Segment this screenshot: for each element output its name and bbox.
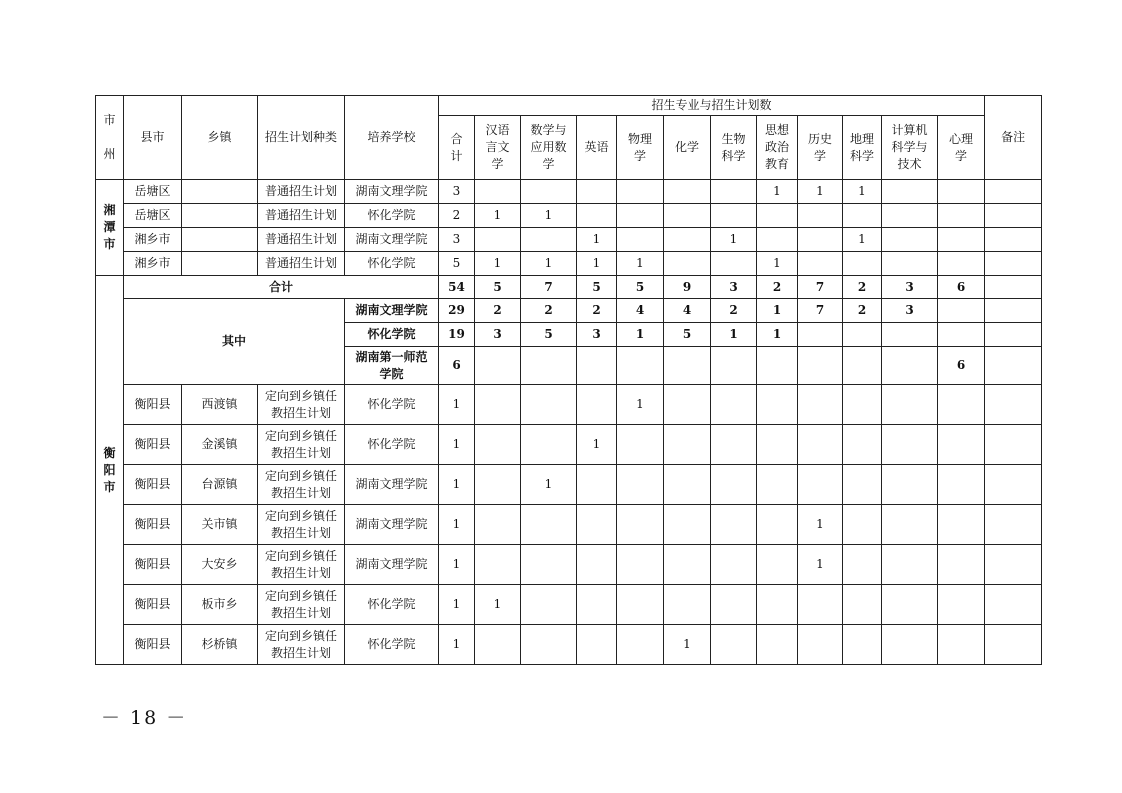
value-cell: 1 — [798, 180, 843, 204]
town-cell — [182, 204, 258, 228]
value-cell — [798, 385, 843, 425]
value-cell — [757, 425, 798, 465]
town-cell: 西渡镇 — [182, 385, 258, 425]
header-major: 思想 政治 教育 — [757, 116, 798, 180]
header-major: 英语 — [577, 116, 617, 180]
school-cell: 湖南文理学院 — [345, 505, 439, 545]
breakdown-value: 29 — [439, 299, 475, 323]
total-value: 5 — [475, 276, 521, 299]
county-cell: 岳塘区 — [124, 180, 182, 204]
value-cell — [664, 505, 711, 545]
value-cell: 1 — [439, 425, 475, 465]
breakdown-value — [938, 323, 985, 347]
breakdown-value: 19 — [439, 323, 475, 347]
value-cell — [521, 505, 577, 545]
value-cell — [617, 585, 664, 625]
value-cell — [882, 204, 938, 228]
value-cell — [664, 465, 711, 505]
value-cell — [475, 180, 521, 204]
value-cell — [711, 252, 757, 276]
breakdown-school: 湖南文理学院 — [345, 299, 439, 323]
value-cell: 1 — [475, 585, 521, 625]
total-value: 7 — [798, 276, 843, 299]
value-cell — [521, 385, 577, 425]
header-county: 县市 — [124, 96, 182, 180]
remark-cell — [985, 385, 1042, 425]
value-cell: 1 — [664, 625, 711, 665]
total-value: 3 — [882, 276, 938, 299]
value-cell — [711, 505, 757, 545]
value-cell — [664, 228, 711, 252]
total-value: 3 — [711, 276, 757, 299]
county-cell: 衡阳县 — [124, 385, 182, 425]
value-cell: 1 — [577, 228, 617, 252]
value-cell — [757, 204, 798, 228]
county-cell: 岳塘区 — [124, 204, 182, 228]
plan-type-cell: 定向到乡镇任 教招生计划 — [258, 625, 345, 665]
table-row — [96, 180, 1042, 204]
value-cell — [475, 385, 521, 425]
value-cell — [617, 505, 664, 545]
breakdown-value — [577, 347, 617, 385]
value-cell — [711, 180, 757, 204]
county-cell: 衡阳县 — [124, 545, 182, 585]
header-major: 计算机 科学与 技术 — [882, 116, 938, 180]
town-cell — [182, 180, 258, 204]
value-cell — [711, 545, 757, 585]
breakdown-value — [882, 323, 938, 347]
value-cell — [711, 585, 757, 625]
value-cell: 1 — [475, 204, 521, 228]
breakdown-value: 2 — [577, 299, 617, 323]
header-school: 培养学校 — [345, 96, 439, 180]
value-cell — [577, 465, 617, 505]
value-cell — [882, 585, 938, 625]
breakdown-value: 1 — [757, 299, 798, 323]
breakdown-value — [711, 347, 757, 385]
value-cell — [938, 204, 985, 228]
value-cell: 1 — [439, 625, 475, 665]
header-major: 数学与 应用数 学 — [521, 116, 577, 180]
county-cell: 衡阳县 — [124, 425, 182, 465]
header-major: 物理 学 — [617, 116, 664, 180]
plan-type-cell: 普通招生计划 — [258, 180, 345, 204]
school-cell: 湖南文理学院 — [345, 228, 439, 252]
town-cell: 台源镇 — [182, 465, 258, 505]
remark-cell — [985, 180, 1042, 204]
value-cell — [798, 425, 843, 465]
value-cell — [843, 425, 882, 465]
value-cell — [882, 465, 938, 505]
value-cell — [664, 204, 711, 228]
value-cell: 5 — [439, 252, 475, 276]
header-major: 生物 科学 — [711, 116, 757, 180]
breakdown-value — [938, 299, 985, 323]
header-major: 心理 学 — [938, 116, 985, 180]
breakdown-value — [882, 347, 938, 385]
county-cell: 衡阳县 — [124, 465, 182, 505]
value-cell — [475, 425, 521, 465]
breakdown-value — [521, 347, 577, 385]
value-cell — [882, 545, 938, 585]
value-cell — [798, 465, 843, 505]
table-row — [96, 625, 1042, 665]
remark-cell — [985, 276, 1042, 299]
plan-type-cell: 定向到乡镇任 教招生计划 — [258, 465, 345, 505]
value-cell — [938, 228, 985, 252]
remark-cell — [985, 228, 1042, 252]
breakdown-school: 怀化学院 — [345, 323, 439, 347]
value-cell — [521, 545, 577, 585]
value-cell — [475, 545, 521, 585]
value-cell: 1 — [439, 505, 475, 545]
value-cell — [711, 425, 757, 465]
value-cell: 1 — [439, 385, 475, 425]
value-cell — [843, 625, 882, 665]
value-cell — [577, 585, 617, 625]
value-cell — [577, 204, 617, 228]
header-plan-type: 招生计划种类 — [258, 96, 345, 180]
breakdown-value: 3 — [577, 323, 617, 347]
page-number: － 18 － — [101, 707, 188, 729]
table-row — [96, 204, 1042, 228]
town-cell: 板市乡 — [182, 585, 258, 625]
school-cell: 湖南文理学院 — [345, 465, 439, 505]
value-cell — [664, 585, 711, 625]
value-cell — [798, 625, 843, 665]
total-value: 5 — [617, 276, 664, 299]
value-cell — [521, 585, 577, 625]
value-cell — [475, 228, 521, 252]
breakdown-value — [843, 347, 882, 385]
table-row — [96, 465, 1042, 505]
value-cell: 1 — [577, 425, 617, 465]
remark-cell — [985, 252, 1042, 276]
table-row — [96, 228, 1042, 252]
breakdown-value: 2 — [521, 299, 577, 323]
table-row — [96, 545, 1042, 585]
value-cell — [938, 465, 985, 505]
breakdown-value: 6 — [938, 347, 985, 385]
remark-cell — [985, 323, 1042, 347]
value-cell — [664, 545, 711, 585]
breakdown-value: 7 — [798, 299, 843, 323]
breakdown-value: 5 — [664, 323, 711, 347]
plan-type-cell: 定向到乡镇任 教招生计划 — [258, 545, 345, 585]
town-cell — [182, 228, 258, 252]
value-cell — [617, 425, 664, 465]
value-cell: 1 — [798, 505, 843, 545]
table-row — [96, 585, 1042, 625]
plan-type-cell: 定向到乡镇任 教招生计划 — [258, 425, 345, 465]
breakdown-value: 6 — [439, 347, 475, 385]
remark-cell — [985, 625, 1042, 665]
breakdown-value: 2 — [475, 299, 521, 323]
plan-type-cell: 普通招生计划 — [258, 252, 345, 276]
total-value: 2 — [757, 276, 798, 299]
value-cell — [664, 180, 711, 204]
county-cell: 湘乡市 — [124, 228, 182, 252]
value-cell — [843, 465, 882, 505]
remark-cell — [985, 545, 1042, 585]
value-cell — [475, 625, 521, 665]
value-cell: 1 — [798, 545, 843, 585]
school-cell: 怀化学院 — [345, 425, 439, 465]
breakdown-value — [798, 347, 843, 385]
value-cell: 1 — [475, 252, 521, 276]
table-row — [96, 505, 1042, 545]
value-cell: 1 — [757, 252, 798, 276]
school-cell: 怀化学院 — [345, 385, 439, 425]
breakdown-school: 湖南第一师范 学院 — [345, 347, 439, 385]
value-cell: 1 — [843, 228, 882, 252]
value-cell: 1 — [577, 252, 617, 276]
value-cell — [938, 180, 985, 204]
breakdown-value: 3 — [882, 299, 938, 323]
town-cell: 杉桥镇 — [182, 625, 258, 665]
total-value: 7 — [521, 276, 577, 299]
breakdown-value: 2 — [843, 299, 882, 323]
remark-cell — [985, 505, 1042, 545]
value-cell — [798, 228, 843, 252]
value-cell — [577, 385, 617, 425]
value-cell — [757, 465, 798, 505]
breakdown-value: 4 — [664, 299, 711, 323]
value-cell — [577, 505, 617, 545]
header-town: 乡镇 — [182, 96, 258, 180]
value-cell: 1 — [439, 585, 475, 625]
plan-type-cell: 定向到乡镇任 教招生计划 — [258, 385, 345, 425]
value-cell — [577, 625, 617, 665]
value-cell: 3 — [439, 180, 475, 204]
value-cell — [938, 545, 985, 585]
breakdown-value — [617, 347, 664, 385]
table-row — [96, 385, 1042, 425]
value-cell: 1 — [711, 228, 757, 252]
value-cell — [843, 204, 882, 228]
plan-type-cell: 普通招生计划 — [258, 204, 345, 228]
school-cell: 湖南文理学院 — [345, 180, 439, 204]
value-cell — [521, 180, 577, 204]
breakdown-value — [664, 347, 711, 385]
header-major: 化学 — [664, 116, 711, 180]
school-cell: 怀化学院 — [345, 585, 439, 625]
value-cell — [843, 385, 882, 425]
value-cell — [938, 625, 985, 665]
header-city: 市 州 — [96, 96, 124, 180]
value-cell — [843, 585, 882, 625]
value-cell — [938, 252, 985, 276]
value-cell — [711, 385, 757, 425]
remark-cell — [985, 465, 1042, 505]
town-cell: 关市镇 — [182, 505, 258, 545]
county-cell: 衡阳县 — [124, 505, 182, 545]
value-cell: 1 — [617, 252, 664, 276]
value-cell — [757, 545, 798, 585]
school-cell: 怀化学院 — [345, 204, 439, 228]
breakdown-row — [96, 299, 1042, 323]
remark-cell — [985, 425, 1042, 465]
breakdown-value: 2 — [711, 299, 757, 323]
breakdown-value: 1 — [711, 323, 757, 347]
value-cell — [798, 204, 843, 228]
value-cell — [757, 585, 798, 625]
breakdown-value — [843, 323, 882, 347]
value-cell — [938, 505, 985, 545]
county-cell: 衡阳县 — [124, 585, 182, 625]
value-cell — [617, 625, 664, 665]
value-cell — [617, 180, 664, 204]
value-cell — [617, 545, 664, 585]
value-cell — [521, 625, 577, 665]
value-cell — [617, 204, 664, 228]
school-cell: 怀化学院 — [345, 252, 439, 276]
value-cell — [882, 425, 938, 465]
breakdown-value: 5 — [521, 323, 577, 347]
remark-cell — [985, 299, 1042, 323]
value-cell — [757, 228, 798, 252]
breakdown-value — [475, 347, 521, 385]
remark-cell — [985, 347, 1042, 385]
table-row — [96, 425, 1042, 465]
value-cell — [882, 180, 938, 204]
value-cell: 1 — [617, 385, 664, 425]
value-cell — [798, 585, 843, 625]
value-cell: 2 — [439, 204, 475, 228]
value-cell — [757, 505, 798, 545]
total-value: 5 — [577, 276, 617, 299]
value-cell — [882, 228, 938, 252]
value-cell — [711, 204, 757, 228]
breakdown-value: 1 — [757, 323, 798, 347]
value-cell: 1 — [757, 180, 798, 204]
value-cell — [475, 505, 521, 545]
header-row — [96, 96, 1042, 116]
enrollment-plan-table — [95, 95, 1042, 665]
value-cell — [664, 425, 711, 465]
value-cell — [938, 585, 985, 625]
header-majors-group: 招生专业与招生计划数 — [439, 96, 985, 116]
plan-type-cell: 定向到乡镇任 教招生计划 — [258, 585, 345, 625]
total-value: 9 — [664, 276, 711, 299]
table-row — [96, 252, 1042, 276]
value-cell — [843, 252, 882, 276]
value-cell — [938, 425, 985, 465]
breakdown-value — [757, 347, 798, 385]
town-cell: 大安乡 — [182, 545, 258, 585]
remark-cell — [985, 585, 1042, 625]
value-cell: 1 — [521, 465, 577, 505]
school-cell: 怀化学院 — [345, 625, 439, 665]
town-cell: 金溪镇 — [182, 425, 258, 465]
plan-type-cell: 定向到乡镇任 教招生计划 — [258, 505, 345, 545]
value-cell — [843, 545, 882, 585]
value-cell: 1 — [843, 180, 882, 204]
header-major: 合 计 — [439, 116, 475, 180]
value-cell — [757, 625, 798, 665]
value-cell: 1 — [439, 465, 475, 505]
breakdown-value: 3 — [475, 323, 521, 347]
city-hengyang: 衡 阳 市 — [96, 276, 124, 665]
value-cell — [711, 625, 757, 665]
total-row — [96, 276, 1042, 299]
town-cell — [182, 252, 258, 276]
value-cell: 1 — [521, 204, 577, 228]
value-cell — [882, 625, 938, 665]
value-cell: 1 — [521, 252, 577, 276]
value-cell — [617, 465, 664, 505]
total-value: 54 — [439, 276, 475, 299]
header-remark: 备注 — [985, 96, 1042, 180]
value-cell — [577, 545, 617, 585]
county-cell: 湘乡市 — [124, 252, 182, 276]
header-major: 历史 学 — [798, 116, 843, 180]
city-xiangtan: 湘 潭 市 — [96, 180, 124, 276]
value-cell — [757, 385, 798, 425]
value-cell — [475, 465, 521, 505]
breakdown-value: 1 — [617, 323, 664, 347]
value-cell — [882, 505, 938, 545]
value-cell — [664, 385, 711, 425]
total-value: 2 — [843, 276, 882, 299]
total-value: 6 — [938, 276, 985, 299]
total-label: 合计 — [124, 276, 439, 299]
value-cell — [798, 252, 843, 276]
breakdown-value — [798, 323, 843, 347]
value-cell — [711, 465, 757, 505]
school-cell: 湖南文理学院 — [345, 545, 439, 585]
value-cell — [577, 180, 617, 204]
among-label: 其中 — [124, 299, 345, 385]
value-cell: 1 — [439, 545, 475, 585]
value-cell — [521, 228, 577, 252]
remark-cell — [985, 204, 1042, 228]
header-major: 地理 科学 — [843, 116, 882, 180]
breakdown-value: 4 — [617, 299, 664, 323]
plan-type-cell: 普通招生计划 — [258, 228, 345, 252]
value-cell — [521, 425, 577, 465]
value-cell — [938, 385, 985, 425]
value-cell — [843, 505, 882, 545]
value-cell — [882, 385, 938, 425]
county-cell: 衡阳县 — [124, 625, 182, 665]
value-cell — [617, 228, 664, 252]
value-cell — [882, 252, 938, 276]
value-cell — [664, 252, 711, 276]
value-cell: 3 — [439, 228, 475, 252]
header-major: 汉语 言文 学 — [475, 116, 521, 180]
